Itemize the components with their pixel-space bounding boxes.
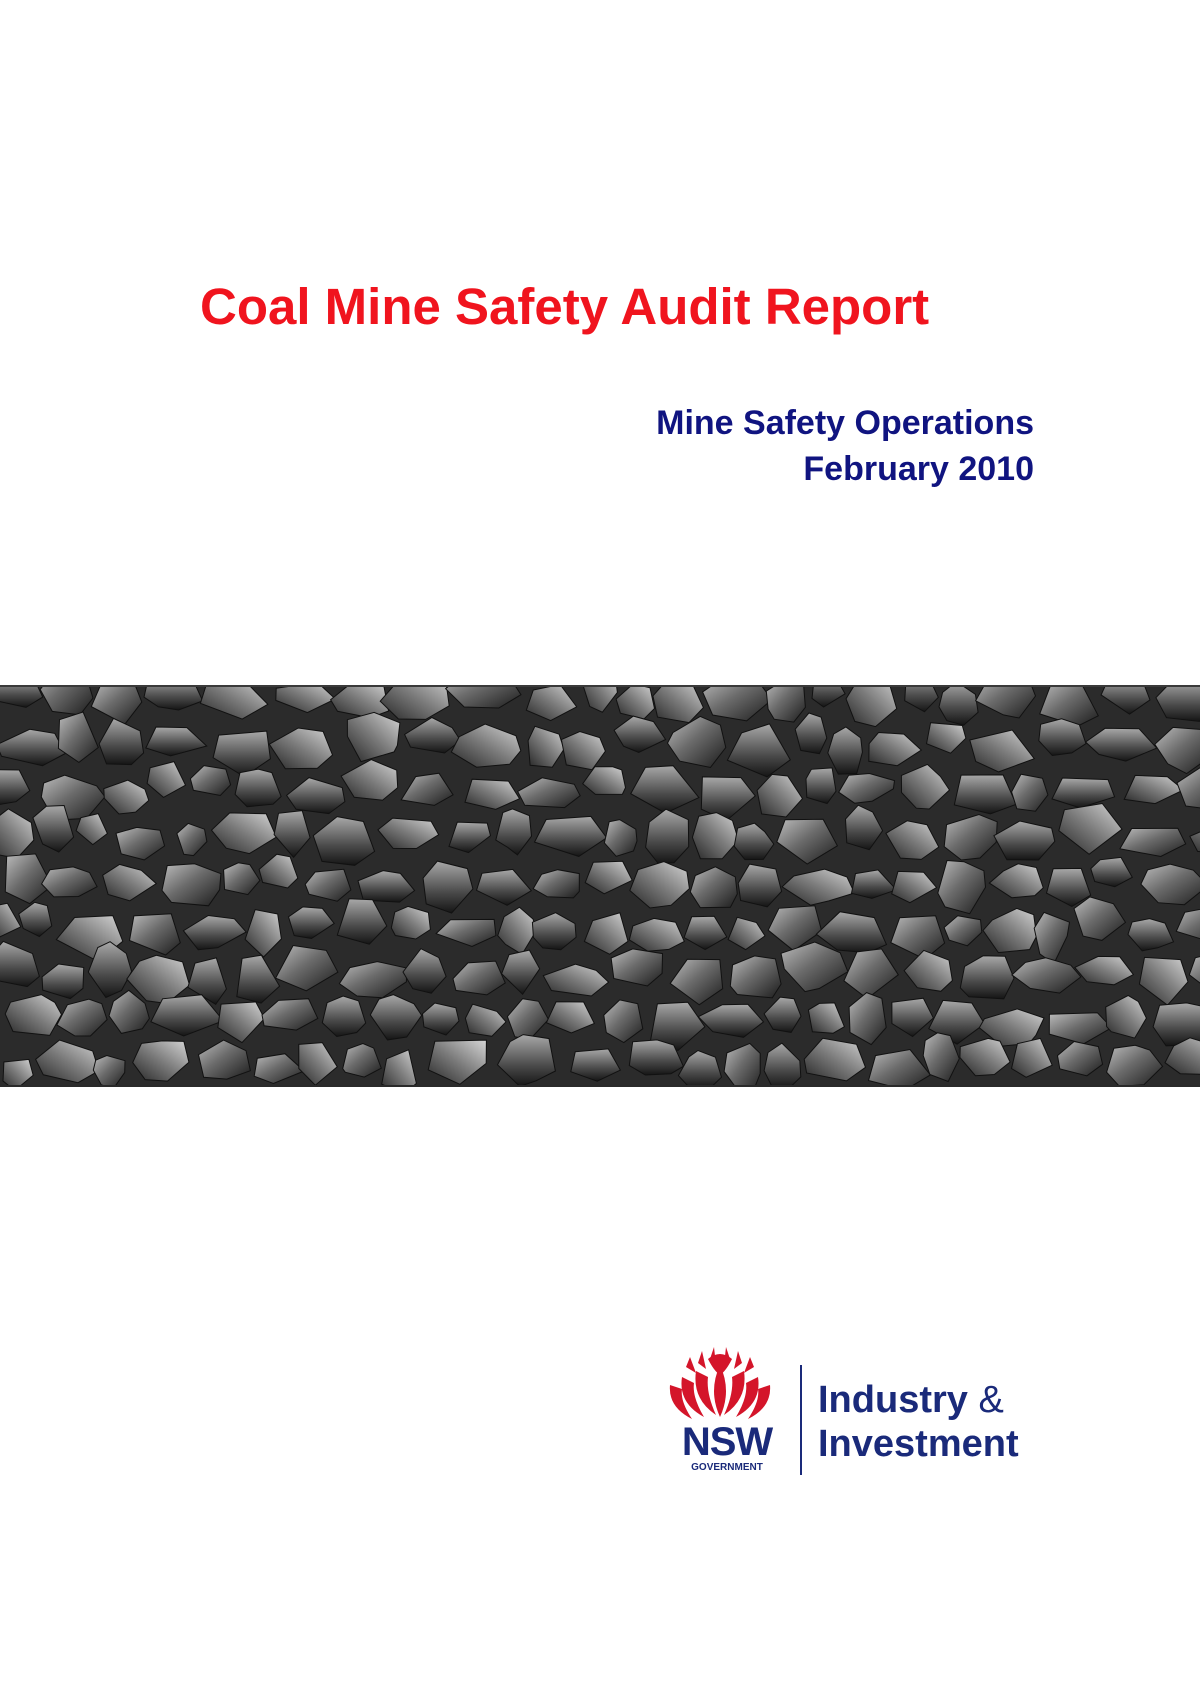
subtitle-block: [656, 400, 1034, 492]
coal-photo: [0, 685, 1200, 1087]
coal-lump: [730, 956, 781, 998]
report-date: February 2010: [803, 450, 1034, 488]
brand-line-1: Industry: [818, 1379, 968, 1421]
nsw-industry-investment-logo: [660, 1345, 1040, 1480]
government-wordmark: GOVERNMENT: [691, 1462, 763, 1473]
coal-lump: [806, 768, 836, 804]
brand-name: [818, 1378, 1019, 1466]
coal-lump: [162, 864, 221, 906]
brand-line-2: Investment: [818, 1423, 1019, 1465]
brand-ampersand: &: [978, 1379, 1004, 1421]
waratah-flower-icon: [660, 1345, 780, 1425]
report-title: Coal Mine Safety Audit Report: [200, 278, 930, 335]
department-name: Mine Safety Operations: [656, 404, 1034, 442]
logo-divider: [800, 1365, 802, 1475]
nsw-wordmark: NSW: [681, 1420, 773, 1464]
